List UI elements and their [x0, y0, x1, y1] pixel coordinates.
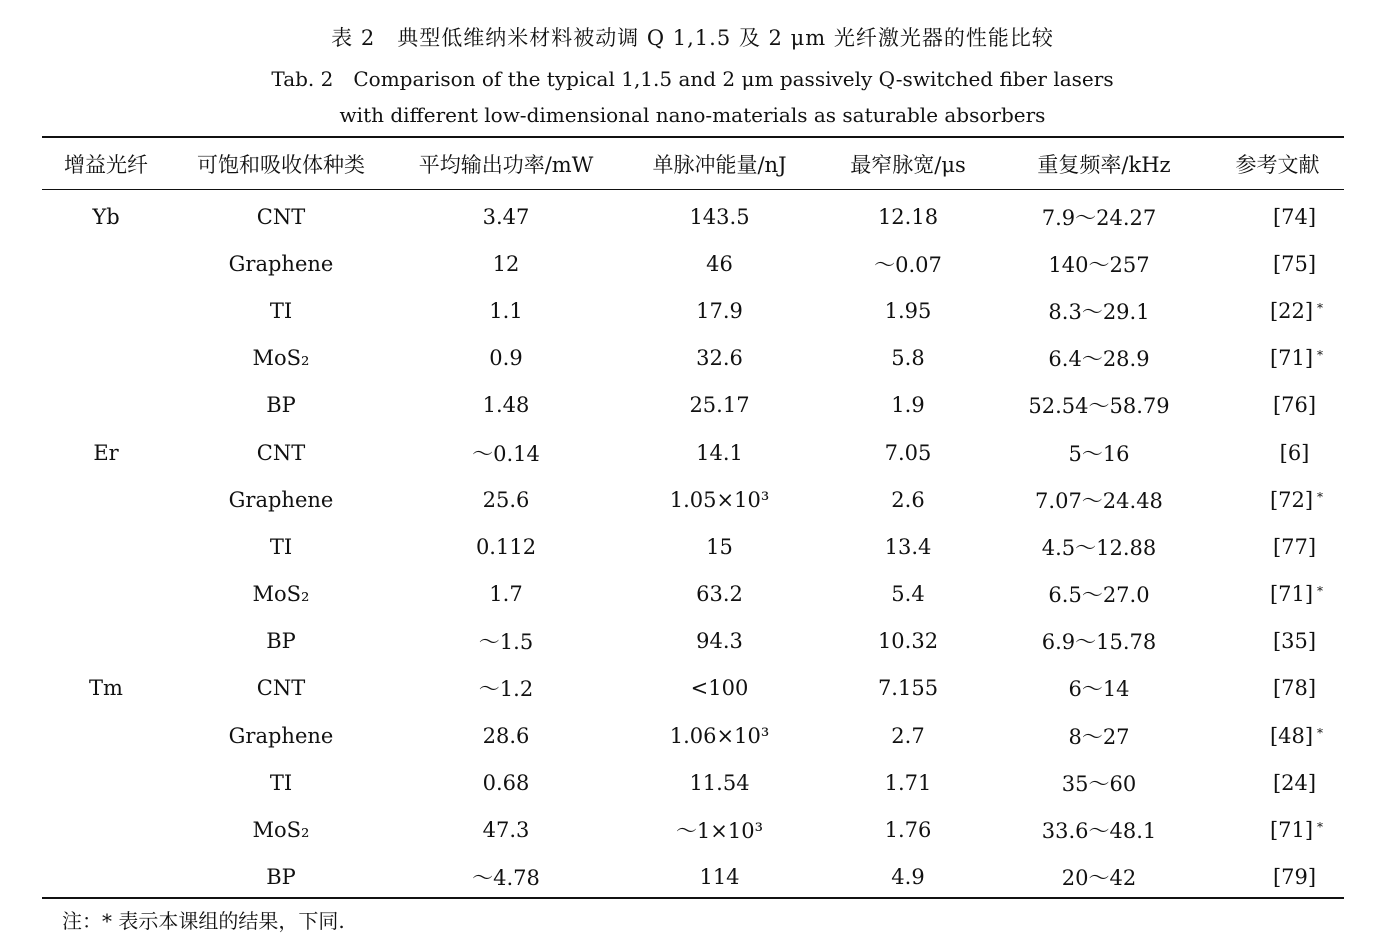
cell-repetition-rate: 6.4～28.9 — [1048, 347, 1150, 372]
table-row — [42, 618, 1344, 665]
cell-gain-fiber — [42, 806, 170, 853]
cell-average-power: 0.68 — [482, 770, 530, 795]
table-body — [42, 189, 1344, 901]
cell-gain-fiber — [42, 523, 170, 570]
cell-pulse-width: 1.9 — [891, 393, 925, 418]
cell-average-power: 1.7 — [489, 582, 523, 607]
cell-repetition-rate: 6～14 — [1068, 677, 1130, 702]
cell-average-power: ～0.14 — [472, 441, 540, 466]
cell-pulse-energy: 15 — [706, 534, 733, 559]
cell-reference: [35] — [1272, 629, 1317, 654]
cell-average-power: 28.6 — [482, 723, 530, 748]
cell-average-power: ～1.5 — [478, 630, 534, 655]
table-row — [42, 287, 1344, 334]
cell-average-power: 12 — [492, 251, 520, 276]
caption-chinese: 表 2 典型低维纳米材料被动调 Q 1,1.5 及 2 μm 光纤激光器的性能比较 — [331, 26, 1054, 50]
table-row — [42, 759, 1344, 806]
cell-repetition-rate: 35～60 — [1061, 771, 1137, 796]
cell-pulse-energy: 1.05×10³ — [669, 487, 770, 512]
cell-average-power: 25.6 — [482, 487, 530, 512]
cell-saturable-absorber: CNT — [256, 204, 306, 229]
cell-average-power: 0.9 — [489, 346, 523, 371]
caption-english-line-2: with different low-dimensional nano-materials as saturable absorbers — [339, 103, 1046, 127]
cell-reference: [77] — [1272, 534, 1317, 559]
cell-reference: [78] — [1272, 676, 1317, 701]
cell-reference: [71] * — [1269, 346, 1324, 371]
cell-gain-fiber — [42, 759, 170, 806]
cell-pulse-width: 12.18 — [877, 204, 939, 229]
cell-pulse-energy: <100 — [690, 676, 749, 701]
cell-average-power: 0.112 — [475, 534, 537, 559]
own-result-marker: * — [1317, 300, 1324, 315]
cell-pulse-width: 1.76 — [884, 818, 932, 843]
cell-pulse-energy: 25.17 — [689, 393, 750, 418]
cell-gain-fiber — [42, 618, 170, 665]
header-repetition-rate: 重复频率/kHz — [1037, 152, 1171, 177]
cell-gain-fiber: Yb — [92, 204, 120, 229]
cell-average-power: ～1.2 — [478, 677, 534, 702]
cell-repetition-rate: 140～257 — [1048, 252, 1150, 277]
own-result-marker: * — [1317, 584, 1324, 599]
header-reference: 参考文献 — [1235, 152, 1320, 177]
cell-reference: [79] — [1272, 865, 1317, 890]
cell-gain-fiber — [42, 854, 170, 901]
cell-pulse-width: 2.6 — [891, 487, 925, 512]
table-row — [42, 382, 1344, 429]
cell-gain-fiber — [42, 240, 170, 287]
table-row — [42, 712, 1344, 759]
table-row — [42, 854, 1344, 901]
cell-pulse-energy: 94.3 — [696, 629, 743, 654]
cell-pulse-width: 7.155 — [877, 676, 939, 701]
header-pulse-width: 最窄脉宽/μs — [850, 152, 966, 177]
header-gain-fiber: 增益光纤 — [64, 152, 148, 177]
cell-pulse-energy: 1.06×10³ — [669, 723, 770, 748]
cell-pulse-width: 2.7 — [891, 723, 925, 748]
cell-saturable-absorber: BP — [266, 629, 296, 654]
cell-repetition-rate: 20～42 — [1061, 866, 1137, 891]
cell-pulse-energy: 63.2 — [696, 582, 743, 607]
cell-pulse-width: 5.8 — [891, 346, 925, 371]
cell-repetition-rate: 33.6～48.1 — [1041, 819, 1157, 844]
cell-saturable-absorber: CNT — [256, 676, 306, 701]
cell-saturable-absorber: Graphene — [228, 487, 334, 512]
cell-average-power: 3.47 — [482, 204, 530, 229]
cell-reference: [71] * — [1269, 818, 1324, 843]
cell-pulse-width: 5.4 — [891, 582, 925, 607]
cell-gain-fiber: Er — [93, 440, 119, 465]
own-result-marker: * — [1317, 348, 1324, 363]
cell-gain-fiber — [42, 712, 170, 759]
comparison-table — [42, 138, 1344, 901]
cell-saturable-absorber: BP — [266, 865, 296, 890]
header-row — [42, 138, 1344, 189]
own-result-marker: * — [1317, 820, 1324, 835]
cell-saturable-absorber: Graphene — [228, 723, 334, 748]
table-row — [42, 523, 1344, 570]
cell-repetition-rate: 4.5～12.88 — [1041, 535, 1157, 560]
cell-repetition-rate: 6.9～15.78 — [1041, 630, 1157, 655]
cell-saturable-absorber: Graphene — [228, 251, 334, 276]
cell-saturable-absorber: BP — [266, 393, 296, 418]
cell-pulse-width: 7.05 — [884, 440, 932, 465]
cell-gain-fiber — [42, 476, 170, 523]
cell-saturable-absorber: MoS₂ — [252, 818, 310, 843]
caption-english-line-1: Tab. 2 Comparison of the typical 1,1.5 and 2 μm passively Q-switched fiber lasers — [271, 67, 1114, 91]
cell-pulse-energy: ～1×10³ — [675, 819, 764, 844]
header-pulse-energy: 单脉冲能量/nJ — [652, 152, 787, 177]
cell-pulse-width: 10.32 — [877, 629, 939, 654]
cell-pulse-energy: 14.1 — [696, 440, 743, 465]
cell-pulse-energy: 32.6 — [696, 346, 743, 371]
cell-reference: [75] — [1272, 251, 1317, 276]
cell-reference: [72] * — [1269, 487, 1324, 512]
cell-saturable-absorber: TI — [269, 298, 293, 323]
cell-pulse-energy: 46 — [706, 251, 733, 276]
table-row — [42, 665, 1344, 712]
cell-pulse-energy: 114 — [699, 865, 740, 890]
cell-average-power: ～4.78 — [472, 866, 540, 891]
table-row — [42, 429, 1344, 476]
own-result-marker: * — [1317, 725, 1324, 740]
cell-saturable-absorber: MoS₂ — [252, 582, 310, 607]
cell-pulse-energy: 17.9 — [696, 298, 743, 323]
table-row — [42, 335, 1344, 382]
cell-saturable-absorber: CNT — [256, 440, 306, 465]
cell-pulse-width: 1.95 — [884, 298, 932, 323]
cell-gain-fiber: Tm — [89, 676, 123, 701]
cell-gain-fiber — [42, 287, 170, 334]
cell-average-power: 1.48 — [482, 393, 530, 418]
table-row — [42, 571, 1344, 618]
cell-repetition-rate: 52.54～58.79 — [1028, 394, 1170, 419]
header-average-power: 平均输出功率/mW — [418, 152, 594, 177]
table-row — [42, 476, 1344, 523]
cell-repetition-rate: 7.9～24.27 — [1041, 205, 1157, 230]
cell-reference: [76] — [1272, 393, 1317, 418]
cell-pulse-width: 13.4 — [884, 534, 932, 559]
cell-average-power: 1.1 — [489, 298, 523, 323]
cell-repetition-rate: 7.07～24.48 — [1035, 488, 1163, 513]
cell-repetition-rate: 8～27 — [1068, 724, 1130, 749]
cell-saturable-absorber: MoS₂ — [252, 346, 310, 371]
cell-repetition-rate: 5～16 — [1068, 441, 1130, 466]
cell-gain-fiber — [42, 335, 170, 382]
table-row — [42, 189, 1344, 240]
cell-reference: [71] * — [1269, 582, 1324, 607]
table-row — [42, 240, 1344, 287]
cell-reference: [24] — [1272, 770, 1317, 795]
cell-pulse-width: 4.9 — [891, 865, 925, 890]
cell-reference: [22] * — [1269, 298, 1324, 323]
cell-reference: [48] * — [1269, 723, 1324, 748]
cell-gain-fiber — [42, 382, 170, 429]
header-saturable-absorber: 可饱和吸收体种类 — [197, 152, 365, 177]
table-row — [42, 806, 1344, 853]
cell-saturable-absorber: TI — [269, 770, 293, 795]
cell-pulse-energy: 11.54 — [689, 770, 750, 795]
cell-pulse-width: ～0.07 — [874, 252, 942, 277]
cell-reference: [6] — [1279, 440, 1310, 465]
table-footnote: 注：* 表示本课组的结果，下同. — [62, 909, 345, 933]
cell-pulse-energy: 143.5 — [689, 204, 750, 229]
cell-gain-fiber — [42, 571, 170, 618]
own-result-marker: * — [1317, 489, 1324, 504]
cell-saturable-absorber: TI — [269, 534, 293, 559]
cell-pulse-width: 1.71 — [884, 770, 932, 795]
cell-reference: [74] — [1272, 204, 1317, 229]
cell-average-power: 47.3 — [482, 818, 530, 843]
cell-repetition-rate: 8.3～29.1 — [1048, 299, 1150, 324]
cell-repetition-rate: 6.5～27.0 — [1048, 583, 1150, 608]
